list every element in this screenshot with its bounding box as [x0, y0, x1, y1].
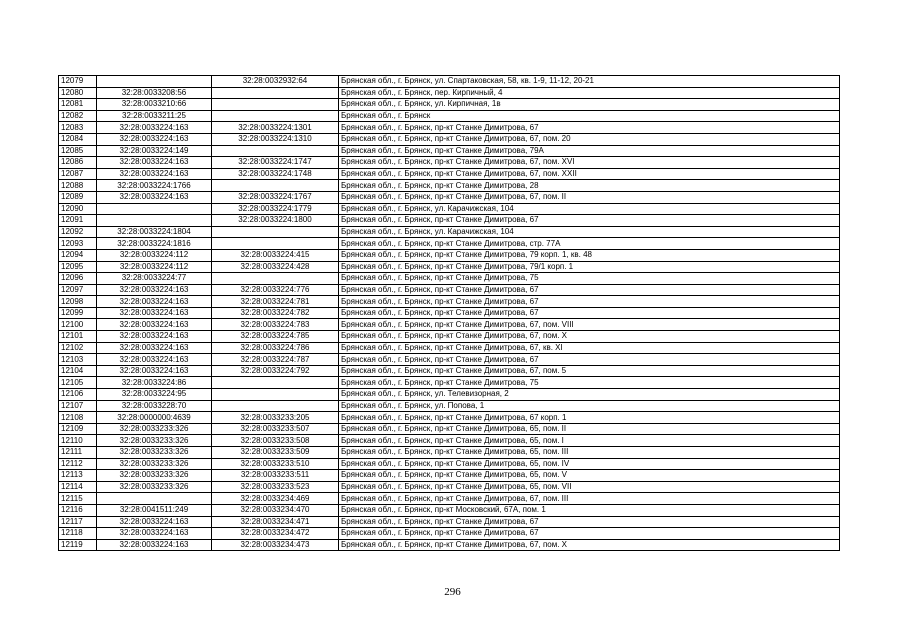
- object-cadastral-number-cell: 32:28:0033224:1310: [212, 133, 339, 145]
- row-number-cell: 12098: [59, 296, 97, 308]
- object-cadastral-number-cell: [212, 238, 339, 250]
- object-cadastral-number-cell: 32:28:0033224:1767: [212, 191, 339, 203]
- land-cadastral-number-cell: 32:28:0033224:163: [97, 331, 212, 343]
- object-cadastral-number-cell: 32:28:0033224:1747: [212, 157, 339, 169]
- row-number-cell: 12085: [59, 145, 97, 157]
- row-number-cell: 12110: [59, 435, 97, 447]
- object-cadastral-number-cell: 32:28:0033234:473: [212, 539, 339, 551]
- object-cadastral-number-cell: [212, 389, 339, 401]
- table-row: [59, 342, 840, 354]
- land-cadastral-number-cell: 32:28:0033224:163: [97, 307, 212, 319]
- land-cadastral-number-cell: 32:28:0033224:163: [97, 122, 212, 134]
- land-cadastral-number-cell: 32:28:0033224:86: [97, 377, 212, 389]
- row-number-cell: 12099: [59, 307, 97, 319]
- address-cell: Брянская обл., г. Брянск, пр-кт Станке Димитрова, 65, пом. III: [339, 447, 840, 459]
- table-row: [59, 99, 840, 111]
- row-number-cell: 12079: [59, 76, 97, 88]
- table-row: [59, 377, 840, 389]
- row-number-cell: 12094: [59, 249, 97, 261]
- land-cadastral-number-cell: 32:28:0033224:112: [97, 249, 212, 261]
- table-row: [59, 284, 840, 296]
- land-cadastral-number-cell: 32:28:0033224:1804: [97, 226, 212, 238]
- row-number-cell: 12107: [59, 400, 97, 412]
- table-row: [59, 226, 840, 238]
- land-cadastral-number-cell: 32:28:0033233:326: [97, 481, 212, 493]
- object-cadastral-number-cell: [212, 400, 339, 412]
- row-number-cell: 12116: [59, 504, 97, 516]
- address-cell: Брянская обл., г. Брянск, пр-кт Станке Димитрова, 65, пом. II: [339, 423, 840, 435]
- table-row: [59, 458, 840, 470]
- table-row: [59, 331, 840, 343]
- address-cell: Брянская обл., г. Брянск, пр-кт Станке Димитрова, 67, пом. II: [339, 191, 840, 203]
- address-cell: Брянская обл., г. Брянск, пр-кт Станке Димитрова, 75: [339, 377, 840, 389]
- object-cadastral-number-cell: 32:28:0033234:470: [212, 504, 339, 516]
- address-cell: Брянская обл., г. Брянск, пр-кт Станке Димитрова, 67: [339, 296, 840, 308]
- land-cadastral-number-cell: 32:28:0033208:56: [97, 87, 212, 99]
- row-number-cell: 12119: [59, 539, 97, 551]
- land-cadastral-number-cell: 32:28:0033224:163: [97, 528, 212, 540]
- row-number-cell: 12109: [59, 423, 97, 435]
- table-row: [59, 319, 840, 331]
- row-number-cell: 12118: [59, 528, 97, 540]
- row-number-cell: 12106: [59, 389, 97, 401]
- land-cadastral-number-cell: 32:28:0033224:163: [97, 354, 212, 366]
- address-cell: Брянская обл., г. Брянск: [339, 110, 840, 122]
- row-number-cell: 12105: [59, 377, 97, 389]
- object-cadastral-number-cell: 32:28:0033233:510: [212, 458, 339, 470]
- row-number-cell: 12088: [59, 180, 97, 192]
- row-number-cell: 12111: [59, 447, 97, 459]
- object-cadastral-number-cell: 32:28:0033224:1779: [212, 203, 339, 215]
- address-cell: Брянская обл., г. Брянск, пр-кт Станке Димитрова, 75: [339, 273, 840, 285]
- object-cadastral-number-cell: 32:28:0033224:792: [212, 365, 339, 377]
- address-cell: Брянская обл., г. Брянск, пр-кт Станке Димитрова, 67, пом. 20: [339, 133, 840, 145]
- object-cadastral-number-cell: 32:28:0033224:782: [212, 307, 339, 319]
- table-row: [59, 76, 840, 88]
- table-row: [59, 215, 840, 227]
- row-number-cell: 12100: [59, 319, 97, 331]
- address-cell: Брянская обл., г. Брянск, ул. Кирпичная, 1в: [339, 99, 840, 111]
- row-number-cell: 12081: [59, 99, 97, 111]
- table-row: [59, 504, 840, 516]
- table-row: [59, 110, 840, 122]
- object-cadastral-number-cell: [212, 145, 339, 157]
- land-cadastral-number-cell: 32:28:0033224:1816: [97, 238, 212, 250]
- land-cadastral-number-cell: 32:28:0000000:4639: [97, 412, 212, 424]
- row-number-cell: 12114: [59, 481, 97, 493]
- row-number-cell: 12115: [59, 493, 97, 505]
- address-cell: Брянская обл., г. Брянск, пр-кт Станке Димитрова, 67: [339, 516, 840, 528]
- land-cadastral-number-cell: 32:28:0033233:326: [97, 447, 212, 459]
- object-cadastral-number-cell: 32:28:0033224:783: [212, 319, 339, 331]
- row-number-cell: 12108: [59, 412, 97, 424]
- row-number-cell: 12092: [59, 226, 97, 238]
- address-cell: Брянская обл., г. Брянск, пр-кт Станке Димитрова, 79А: [339, 145, 840, 157]
- row-number-cell: 12101: [59, 331, 97, 343]
- table-row: [59, 354, 840, 366]
- row-number-cell: 12102: [59, 342, 97, 354]
- address-cell: Брянская обл., г. Брянск, пр-кт Станке Димитрова, 28: [339, 180, 840, 192]
- address-cell: Брянская обл., г. Брянск, ул. Карачижская, 104: [339, 203, 840, 215]
- land-cadastral-number-cell: 32:28:0033224:95: [97, 389, 212, 401]
- object-cadastral-number-cell: 32:28:0033224:1301: [212, 122, 339, 134]
- row-number-cell: 12095: [59, 261, 97, 273]
- row-number-cell: 12090: [59, 203, 97, 215]
- address-cell: Брянская обл., г. Брянск, пр-кт Станке Димитрова, стр. 77А: [339, 238, 840, 250]
- land-cadastral-number-cell: 32:28:0033224:149: [97, 145, 212, 157]
- row-number-cell: 12086: [59, 157, 97, 169]
- land-cadastral-number-cell: [97, 493, 212, 505]
- address-cell: Брянская обл., г. Брянск, пр-кт Станке Димитрова, 67, пом. 5: [339, 365, 840, 377]
- table-row: [59, 470, 840, 482]
- table-row: [59, 493, 840, 505]
- land-cadastral-number-cell: 32:28:0041511:249: [97, 504, 212, 516]
- object-cadastral-number-cell: 32:28:0033233:509: [212, 447, 339, 459]
- object-cadastral-number-cell: [212, 273, 339, 285]
- object-cadastral-number-cell: 32:28:0033233:523: [212, 481, 339, 493]
- address-cell: Брянская обл., г. Брянск, пр-кт Станке Димитрова, 79/1 корп. 1: [339, 261, 840, 273]
- row-number-cell: 12093: [59, 238, 97, 250]
- address-cell: Брянская обл., г. Брянск, пр-кт Станке Димитрова, 65, пом. I: [339, 435, 840, 447]
- table-row: [59, 365, 840, 377]
- row-number-cell: 12112: [59, 458, 97, 470]
- address-cell: Брянская обл., г. Брянск, ул. Спартаковская, 58, кв. 1-9, 11-12, 20-21: [339, 76, 840, 88]
- row-number-cell: 12113: [59, 470, 97, 482]
- table-row: [59, 203, 840, 215]
- table-row: [59, 423, 840, 435]
- object-cadastral-number-cell: 32:28:0033233:508: [212, 435, 339, 447]
- row-number-cell: 12083: [59, 122, 97, 134]
- address-cell: Брянская обл., г. Брянск, ул. Телевизорная, 2: [339, 389, 840, 401]
- object-cadastral-number-cell: [212, 87, 339, 99]
- table-row: [59, 261, 840, 273]
- table-row: [59, 145, 840, 157]
- address-cell: Брянская обл., г. Брянск, пр-кт Станке Димитрова, 67: [339, 528, 840, 540]
- address-cell: Брянская обл., г. Брянск, пр-кт Станке Димитрова, 67, пом. XVI: [339, 157, 840, 169]
- object-cadastral-number-cell: [212, 180, 339, 192]
- object-cadastral-number-cell: [212, 377, 339, 389]
- object-cadastral-number-cell: 32:28:0033224:1748: [212, 168, 339, 180]
- object-cadastral-number-cell: 32:28:0033234:471: [212, 516, 339, 528]
- page-number: 296: [444, 586, 461, 598]
- address-cell: Брянская обл., г. Брянск, пр-кт Станке Димитрова, 67, пом. X: [339, 539, 840, 551]
- object-cadastral-number-cell: [212, 226, 339, 238]
- land-cadastral-number-cell: 32:28:0033233:326: [97, 458, 212, 470]
- land-cadastral-number-cell: 32:28:0033228:70: [97, 400, 212, 412]
- row-number-cell: 12084: [59, 133, 97, 145]
- object-cadastral-number-cell: 32:28:0033233:511: [212, 470, 339, 482]
- object-cadastral-number-cell: 32:28:0033233:205: [212, 412, 339, 424]
- table-row: [59, 412, 840, 424]
- land-cadastral-number-cell: [97, 215, 212, 227]
- address-cell: Брянская обл., г. Брянск, пр-кт Станке Димитрова, 67: [339, 215, 840, 227]
- row-number-cell: 12097: [59, 284, 97, 296]
- address-cell: Брянская обл., г. Брянск, пр-кт Станке Димитрова, 67: [339, 284, 840, 296]
- object-cadastral-number-cell: [212, 99, 339, 111]
- row-number-cell: 12080: [59, 87, 97, 99]
- land-cadastral-number-cell: 32:28:0033233:326: [97, 470, 212, 482]
- object-cadastral-number-cell: 32:28:0032932:64: [212, 76, 339, 88]
- table-row: [59, 435, 840, 447]
- address-cell: Брянская обл., г. Брянск, пр-кт Станке Димитрова, 67: [339, 307, 840, 319]
- table-row: [59, 539, 840, 551]
- object-cadastral-number-cell: 32:28:0033224:781: [212, 296, 339, 308]
- land-cadastral-number-cell: 32:28:0033224:1766: [97, 180, 212, 192]
- table-row: [59, 516, 840, 528]
- address-cell: Брянская обл., г. Брянск, ул. Попова, 1: [339, 400, 840, 412]
- object-cadastral-number-cell: 32:28:0033224:415: [212, 249, 339, 261]
- table-row: [59, 168, 840, 180]
- land-cadastral-number-cell: 32:28:0033224:163: [97, 365, 212, 377]
- row-number-cell: 12087: [59, 168, 97, 180]
- land-cadastral-number-cell: 32:28:0033224:163: [97, 296, 212, 308]
- address-cell: Брянская обл., г. Брянск, пр-кт Станке Димитрова, 67, кв. XI: [339, 342, 840, 354]
- land-cadastral-number-cell: [97, 203, 212, 215]
- table-row: [59, 180, 840, 192]
- object-cadastral-number-cell: 32:28:0033224:785: [212, 331, 339, 343]
- object-cadastral-number-cell: 32:28:0033224:787: [212, 354, 339, 366]
- address-cell: Брянская обл., г. Брянск, пр-кт Московский, 67А, пом. 1: [339, 504, 840, 516]
- land-cadastral-number-cell: 32:28:0033224:163: [97, 157, 212, 169]
- object-cadastral-number-cell: [212, 110, 339, 122]
- row-number-cell: 12082: [59, 110, 97, 122]
- land-cadastral-number-cell: 32:28:0033233:326: [97, 423, 212, 435]
- address-cell: Брянская обл., г. Брянск, пр-кт Станке Димитрова, 67, пом. X: [339, 331, 840, 343]
- table-row: [59, 249, 840, 261]
- table-row: [59, 87, 840, 99]
- land-cadastral-number-cell: 32:28:0033224:77: [97, 273, 212, 285]
- address-cell: Брянская обл., г. Брянск, пр-кт Станке Димитрова, 67 корп. 1: [339, 412, 840, 424]
- row-number-cell: 12091: [59, 215, 97, 227]
- table-row: [59, 273, 840, 285]
- land-cadastral-number-cell: 32:28:0033224:163: [97, 133, 212, 145]
- object-cadastral-number-cell: 32:28:0033224:786: [212, 342, 339, 354]
- address-cell: Брянская обл., г. Брянск, пр-кт Станке Димитрова, 67: [339, 122, 840, 134]
- land-cadastral-number-cell: 32:28:0033210:66: [97, 99, 212, 111]
- row-number-cell: 12089: [59, 191, 97, 203]
- table-row: [59, 447, 840, 459]
- object-cadastral-number-cell: 32:28:0033224:428: [212, 261, 339, 273]
- address-cell: Брянская обл., г. Брянск, пр-кт Станке Димитрова, 65, пом. IV: [339, 458, 840, 470]
- object-cadastral-number-cell: 32:28:0033233:507: [212, 423, 339, 435]
- row-number-cell: 12096: [59, 273, 97, 285]
- land-cadastral-number-cell: [97, 76, 212, 88]
- address-cell: Брянская обл., г. Брянск, пр-кт Станке Димитрова, 67: [339, 354, 840, 366]
- land-cadastral-number-cell: 32:28:0033224:163: [97, 319, 212, 331]
- address-cell: Брянская обл., г. Брянск, пр-кт Станке Димитрова, 65, пом. VII: [339, 481, 840, 493]
- object-cadastral-number-cell: 32:28:0033224:1800: [212, 215, 339, 227]
- address-cell: Брянская обл., г. Брянск, пр-кт Станке Димитрова, 79 корп. 1, кв. 48: [339, 249, 840, 261]
- address-cell: Брянская обл., г. Брянск, ул. Карачижская, 104: [339, 226, 840, 238]
- address-cell: Брянская обл., г. Брянск, пр-кт Станке Димитрова, 67, пом. III: [339, 493, 840, 505]
- table-row: [59, 191, 840, 203]
- land-cadastral-number-cell: 32:28:0033224:163: [97, 342, 212, 354]
- table-row: [59, 528, 840, 540]
- table-row: [59, 133, 840, 145]
- address-cell: Брянская обл., г. Брянск, пр-кт Станке Димитрова, 67, пом. XXII: [339, 168, 840, 180]
- table-row: [59, 122, 840, 134]
- table-row: [59, 400, 840, 412]
- land-cadastral-number-cell: 32:28:0033233:326: [97, 435, 212, 447]
- land-cadastral-number-cell: 32:28:0033224:163: [97, 516, 212, 528]
- table-row: [59, 307, 840, 319]
- land-cadastral-number-cell: 32:28:0033224:163: [97, 539, 212, 551]
- address-cell: Брянская обл., г. Брянск, пр-кт Станке Димитрова, 65, пом. V: [339, 470, 840, 482]
- table-row: [59, 296, 840, 308]
- table-row: [59, 157, 840, 169]
- land-cadastral-number-cell: 32:28:0033224:163: [97, 284, 212, 296]
- row-number-cell: 12117: [59, 516, 97, 528]
- registry-table: [58, 75, 840, 551]
- object-cadastral-number-cell: 32:28:0033234:469: [212, 493, 339, 505]
- land-cadastral-number-cell: 32:28:0033224:163: [97, 191, 212, 203]
- table-row: [59, 389, 840, 401]
- table-row: [59, 238, 840, 250]
- registry-table-body: [59, 76, 840, 551]
- object-cadastral-number-cell: 32:28:0033234:472: [212, 528, 339, 540]
- table-row: [59, 481, 840, 493]
- land-cadastral-number-cell: 32:28:0033211:25: [97, 110, 212, 122]
- row-number-cell: 12104: [59, 365, 97, 377]
- object-cadastral-number-cell: 32:28:0033224:776: [212, 284, 339, 296]
- address-cell: Брянская обл., г. Брянск, пер. Кирпичный, 4: [339, 87, 840, 99]
- address-cell: Брянская обл., г. Брянск, пр-кт Станке Димитрова, 67, пом. VIII: [339, 319, 840, 331]
- land-cadastral-number-cell: 32:28:0033224:112: [97, 261, 212, 273]
- land-cadastral-number-cell: 32:28:0033224:163: [97, 168, 212, 180]
- row-number-cell: 12103: [59, 354, 97, 366]
